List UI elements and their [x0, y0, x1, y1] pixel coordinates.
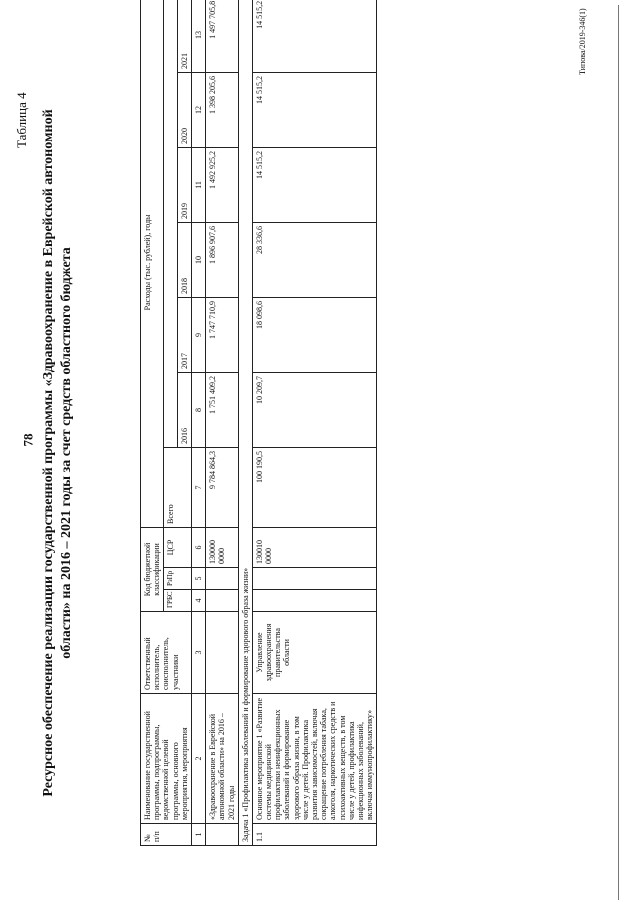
- row-value: 10 209,7: [252, 372, 376, 447]
- column-number: 4: [191, 590, 205, 612]
- column-number: 8: [191, 372, 205, 447]
- column-number: 3: [191, 612, 205, 694]
- row-value: 28 336,6: [252, 222, 376, 297]
- column-number: 11: [191, 147, 205, 222]
- header-name: Наименование государственной программы, подпрограммы, ведомственной целевой программы, основного мероприятия, мероприятия: [141, 694, 192, 824]
- row-value: 1 747 710,9: [206, 297, 239, 372]
- row-rzpr: [206, 568, 239, 590]
- row-csr: 130000 0000: [206, 527, 239, 567]
- header-csr: ЦСР: [164, 527, 192, 567]
- column-number: 5: [191, 568, 205, 590]
- column-number: 7: [191, 447, 205, 527]
- title-line-2: области» на 2016 – 2021 годы за счет средств областного бюджета: [58, 247, 74, 659]
- header-years-spacer: [164, 0, 177, 447]
- header-year: 2018: [177, 222, 191, 297]
- row-value: 1 751 409,2: [206, 372, 239, 447]
- table-row: [206, 0, 239, 846]
- row-value: 14 515,2: [252, 72, 376, 147]
- row-responsible: Управление здравоохранения правительства области: [252, 612, 376, 694]
- row-csr: 130010 0000: [252, 527, 376, 567]
- column-number: 9: [191, 297, 205, 372]
- header-grbs: ГРБС: [164, 590, 192, 612]
- header-year: 2020: [177, 72, 191, 147]
- row-responsible: [206, 612, 239, 694]
- row-value: 18 098,6: [252, 297, 376, 372]
- row-value: 1 492 925,2: [206, 147, 239, 222]
- row-value: 1 497 705,8: [206, 0, 239, 72]
- header-rzpr: РзПр: [164, 568, 192, 590]
- row-total: 9 784 864,3: [206, 447, 239, 527]
- column-number: 12: [191, 72, 205, 147]
- header-year: 2019: [177, 147, 191, 222]
- column-number: 10: [191, 222, 205, 297]
- row-grbs: [206, 590, 239, 612]
- column-number: 2: [191, 694, 205, 824]
- resource-table: [140, 0, 377, 846]
- header-year: 2021: [177, 0, 191, 72]
- row-num: 1.1: [252, 824, 376, 846]
- row-value: 14 515,2: [252, 0, 376, 72]
- row-name: Основное мероприятие 1 «Развитие системы медицинской профилактики неинфекционных заболеваний и формирование здорового образа жизни, в том числе у детей. Профилактика развития зависимостей, включая сокращение потребления табака, алкоголя, наркотических средств и психоактивных веществ, в том числе у детей, профилактика инфекционных заболеваний, включая иммунопрофилактику»: [252, 694, 376, 824]
- row-num: [206, 824, 239, 846]
- footer-code: Типова/2019-346(1): [578, 8, 587, 75]
- page-number: 78: [20, 433, 36, 447]
- row-total: 100 190,5: [252, 447, 376, 527]
- table-label: Таблица 4: [14, 92, 29, 148]
- column-number: 1: [191, 824, 205, 846]
- header-num: № п/п: [141, 824, 192, 846]
- task-row: [238, 0, 252, 846]
- header-responsible: Ответственный исполнитель, соисполнитель, участники: [141, 612, 192, 694]
- column-number: 13: [191, 0, 205, 72]
- row-value: 1 896 907,6: [206, 222, 239, 297]
- document-title: [40, 18, 75, 888]
- header-year: 2017: [177, 297, 191, 372]
- row-name: «Здравоохранение в Еврейской автономной области» на 2016 – 2021 годы: [206, 694, 239, 824]
- header-budget-code: Код бюджетной классификации: [141, 527, 164, 611]
- header-expenses: Расходы (тыс. рублей), годы: [141, 0, 164, 527]
- header-year: 2016: [177, 372, 191, 447]
- row-value: 1 398 205,6: [206, 72, 239, 147]
- header-total: Всего: [164, 447, 192, 527]
- table-row: [252, 0, 376, 846]
- row-grbs: [252, 590, 376, 612]
- row-rzpr: [252, 568, 376, 590]
- task-title: Задача 1 «Профилактика заболеваний и формирование здорового образа жизни»: [238, 0, 252, 846]
- row-value: 14 515,2: [252, 147, 376, 222]
- title-line-1: Ресурсное обеспечение реализации государственной программы «Здравоохранение в Еврейской автономной: [41, 109, 56, 797]
- column-number: 6: [191, 527, 205, 567]
